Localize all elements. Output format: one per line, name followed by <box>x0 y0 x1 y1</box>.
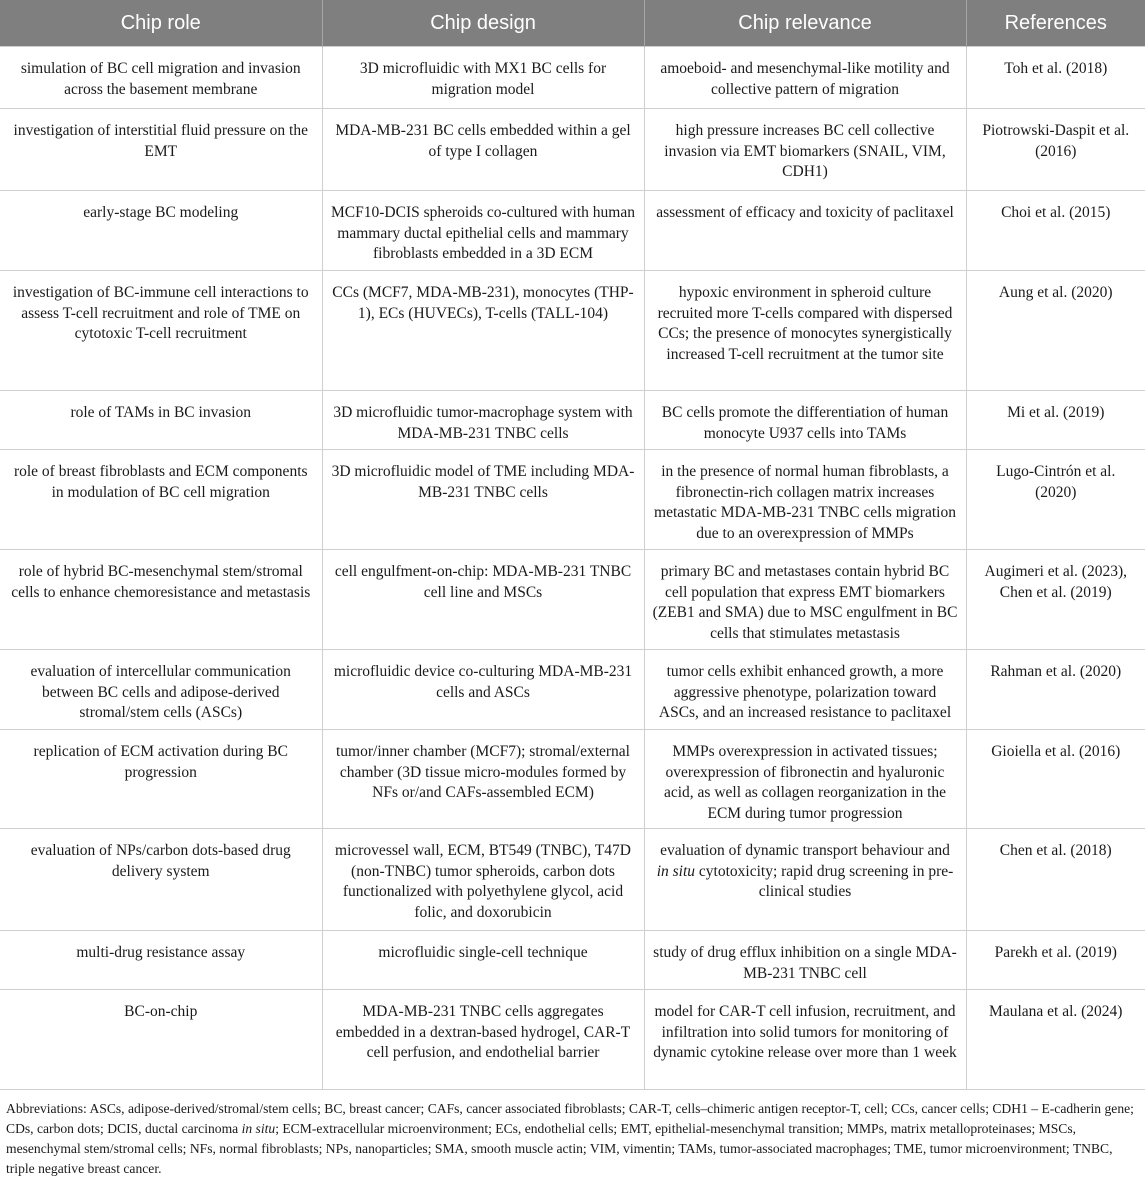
cell-design: 3D microfluidic with MX1 BC cells for migration model <box>322 47 644 109</box>
table-row <box>0 931 1145 990</box>
cell-design: MDA-MB-231 BC cells embedded within a gel of type I collagen <box>322 109 644 191</box>
cell-references: Aung et al. (2020) <box>966 271 1145 391</box>
cell-references: Rahman et al. (2020) <box>966 650 1145 730</box>
cell-design: 3D microfluidic model of TME including MDA-MB-231 TNBC cells <box>322 450 644 550</box>
cell-role: investigation of BC-immune cell interactions to assess T-cell recruitment and role of TME on cytotoxic T-cell recruitment <box>0 271 322 391</box>
cell-relevance: high pressure increases BC cell collective invasion via EMT biomarkers (SNAIL, VIM, CDH1) <box>644 109 966 191</box>
cell-design: microfluidic single-cell technique <box>322 931 644 990</box>
cell-relevance: primary BC and metastases contain hybrid BC cell population that express EMT biomarkers (ZEB1 and SMA) due to MSC engulfment in BC cells that stimulates metastasis <box>644 550 966 650</box>
cell-references: Choi et al. (2015) <box>966 191 1145 271</box>
table-row <box>0 271 1145 391</box>
footnote-text: Abbreviations: ASCs, adipose-derived/stromal/stem cells; BC, breast cancer; CAFs, cancer associated fibroblasts; CAR-T, cells–chimeric antigen receptor-T, cell; CCs, cancer cells; CDH1 – E-cadherin gene; CDs, carbon dots; DCIS, ductal carcinoma <box>6 1101 1134 1136</box>
cell-design: 3D microfluidic tumor-macrophage system with MDA-MB-231 TNBC cells <box>322 391 644 450</box>
cell-relevance: BC cells promote the differentiation of human monocyte U937 cells into TAMs <box>644 391 966 450</box>
cell-references: Augimeri et al. (2023), Chen et al. (2019) <box>966 550 1145 650</box>
cell-role: role of breast fibroblasts and ECM components in modulation of BC cell migration <box>0 450 322 550</box>
cell-role: evaluation of intercellular communication between BC cells and adipose-derived stromal/stem cells (ASCs) <box>0 650 322 730</box>
header-chip-design: Chip design <box>322 0 644 47</box>
cell-role: simulation of BC cell migration and invasion across the basement membrane <box>0 47 322 109</box>
table-row <box>0 191 1145 271</box>
header-chip-role: Chip role <box>0 0 322 47</box>
cell-role: role of TAMs in BC invasion <box>0 391 322 450</box>
cell-design: tumor/inner chamber (MCF7); stromal/external chamber (3D tissue micro-modules formed by NFs or/and CAFs-assembled ECM) <box>322 730 644 829</box>
table-row <box>0 990 1145 1090</box>
header-row <box>0 0 1145 47</box>
cell-role: replication of ECM activation during BC progression <box>0 730 322 829</box>
cell-references: Piotrowski-Daspit et al. (2016) <box>966 109 1145 191</box>
cell-role: BC-on-chip <box>0 990 322 1090</box>
cell-role: role of hybrid BC-mesenchymal stem/stromal cells to enhance chemoresistance and metastasis <box>0 550 322 650</box>
cell-role: multi-drug resistance assay <box>0 931 322 990</box>
cell-references: Lugo-Cintrón et al. (2020) <box>966 450 1145 550</box>
cell-role: early-stage BC modeling <box>0 191 322 271</box>
cell-relevance: tumor cells exhibit enhanced growth, a more aggressive phenotype, polarization toward ASCs, and an increased resistance to paclitaxel <box>644 650 966 730</box>
cell-design: microfluidic device co-culturing MDA-MB-231 cells and ASCs <box>322 650 644 730</box>
table-row <box>0 650 1145 730</box>
cell-relevance: model for CAR-T cell infusion, recruitment, and infiltration into solid tumors for monitoring of dynamic cytokine release over more than 1 week <box>644 990 966 1090</box>
cell-relevance: amoeboid- and mesenchymal-like motility and collective pattern of migration <box>644 47 966 109</box>
footnote-text: ; ECM-extracellular microenvironment; ECs, endothelial cells; EMT, epithelial-mesenchymal transition; MMPs, matrix metalloproteinases; MSCs, mesenchymal stem/stromal cells; NFs, normal fibroblasts; NPs, nanoparticles; SMA, smooth muscle actin; VIM, vimentin; TAMs, tumor-associated macrophages; TME, tumor microenvironment; TNBC, triple negative breast cancer. <box>6 1121 1113 1176</box>
header-references: References <box>966 0 1145 47</box>
table-row <box>0 391 1145 450</box>
cell-relevance <box>644 829 966 931</box>
cell-references: Mi et al. (2019) <box>966 391 1145 450</box>
cell-relevance: MMPs overexpression in activated tissues; overexpression of fibronectin and hyaluronic acid, as well as collagen reorganization in the ECM during tumor progression <box>644 730 966 829</box>
table-row <box>0 730 1145 829</box>
cell-design: MDA-MB-231 TNBC cells aggregates embedded in a dextran-based hydrogel, CAR-T cell perfusion, and endothelial barrier <box>322 990 644 1090</box>
cell-references: Chen et al. (2018) <box>966 829 1145 931</box>
cell-references: Parekh et al. (2019) <box>966 931 1145 990</box>
relevance-italic-text: in situ <box>656 862 696 880</box>
table-row <box>0 109 1145 191</box>
cell-references: Toh et al. (2018) <box>966 47 1145 109</box>
header-chip-relevance: Chip relevance <box>644 0 966 47</box>
table-footnote <box>0 1090 1145 1179</box>
cell-relevance: in the presence of normal human fibroblasts, a fibronectin-rich collagen matrix increases metastatic MDA-MB-231 TNBC cells migration due to an overexpression of MMPs <box>644 450 966 550</box>
footnote-italic-text: in situ <box>241 1121 276 1136</box>
table-row <box>0 47 1145 109</box>
cell-references: Maulana et al. (2024) <box>966 990 1145 1090</box>
cell-relevance: study of drug efflux inhibition on a single MDA-MB-231 TNBC cell <box>644 931 966 990</box>
table-row <box>0 550 1145 650</box>
cell-design: CCs (MCF7, MDA-MB-231), monocytes (THP-1), ECs (HUVECs), T-cells (TALL-104) <box>322 271 644 391</box>
table-row <box>0 829 1145 931</box>
relevance-text: cytotoxicity; rapid drug screening in pre-clinical studies <box>695 862 954 900</box>
cell-relevance: hypoxic environment in spheroid culture recruited more T-cells compared with dispersed CCs; the presence of monocytes synergistically increased T-cell recruitment at the tumor site <box>644 271 966 391</box>
cell-design: cell engulfment-on-chip: MDA-MB-231 TNBC cell line and MSCs <box>322 550 644 650</box>
cell-references: Gioiella et al. (2016) <box>966 730 1145 829</box>
relevance-text: evaluation of dynamic transport behaviour and <box>660 842 950 859</box>
cell-role: investigation of interstitial fluid pressure on the EMT <box>0 109 322 191</box>
cell-design: microvessel wall, ECM, BT549 (TNBC), T47D (non-TNBC) tumor spheroids, carbon dots functionalized with polyethylene glycol, acid folic, and doxorubicin <box>322 829 644 931</box>
cell-design: MCF10-DCIS spheroids co-cultured with human mammary ductal epithelial cells and mammary fibroblasts embedded in a 3D ECM <box>322 191 644 271</box>
cell-role: evaluation of NPs/carbon dots-based drug delivery system <box>0 829 322 931</box>
table-row <box>0 450 1145 550</box>
cell-relevance: assessment of efficacy and toxicity of paclitaxel <box>644 191 966 271</box>
